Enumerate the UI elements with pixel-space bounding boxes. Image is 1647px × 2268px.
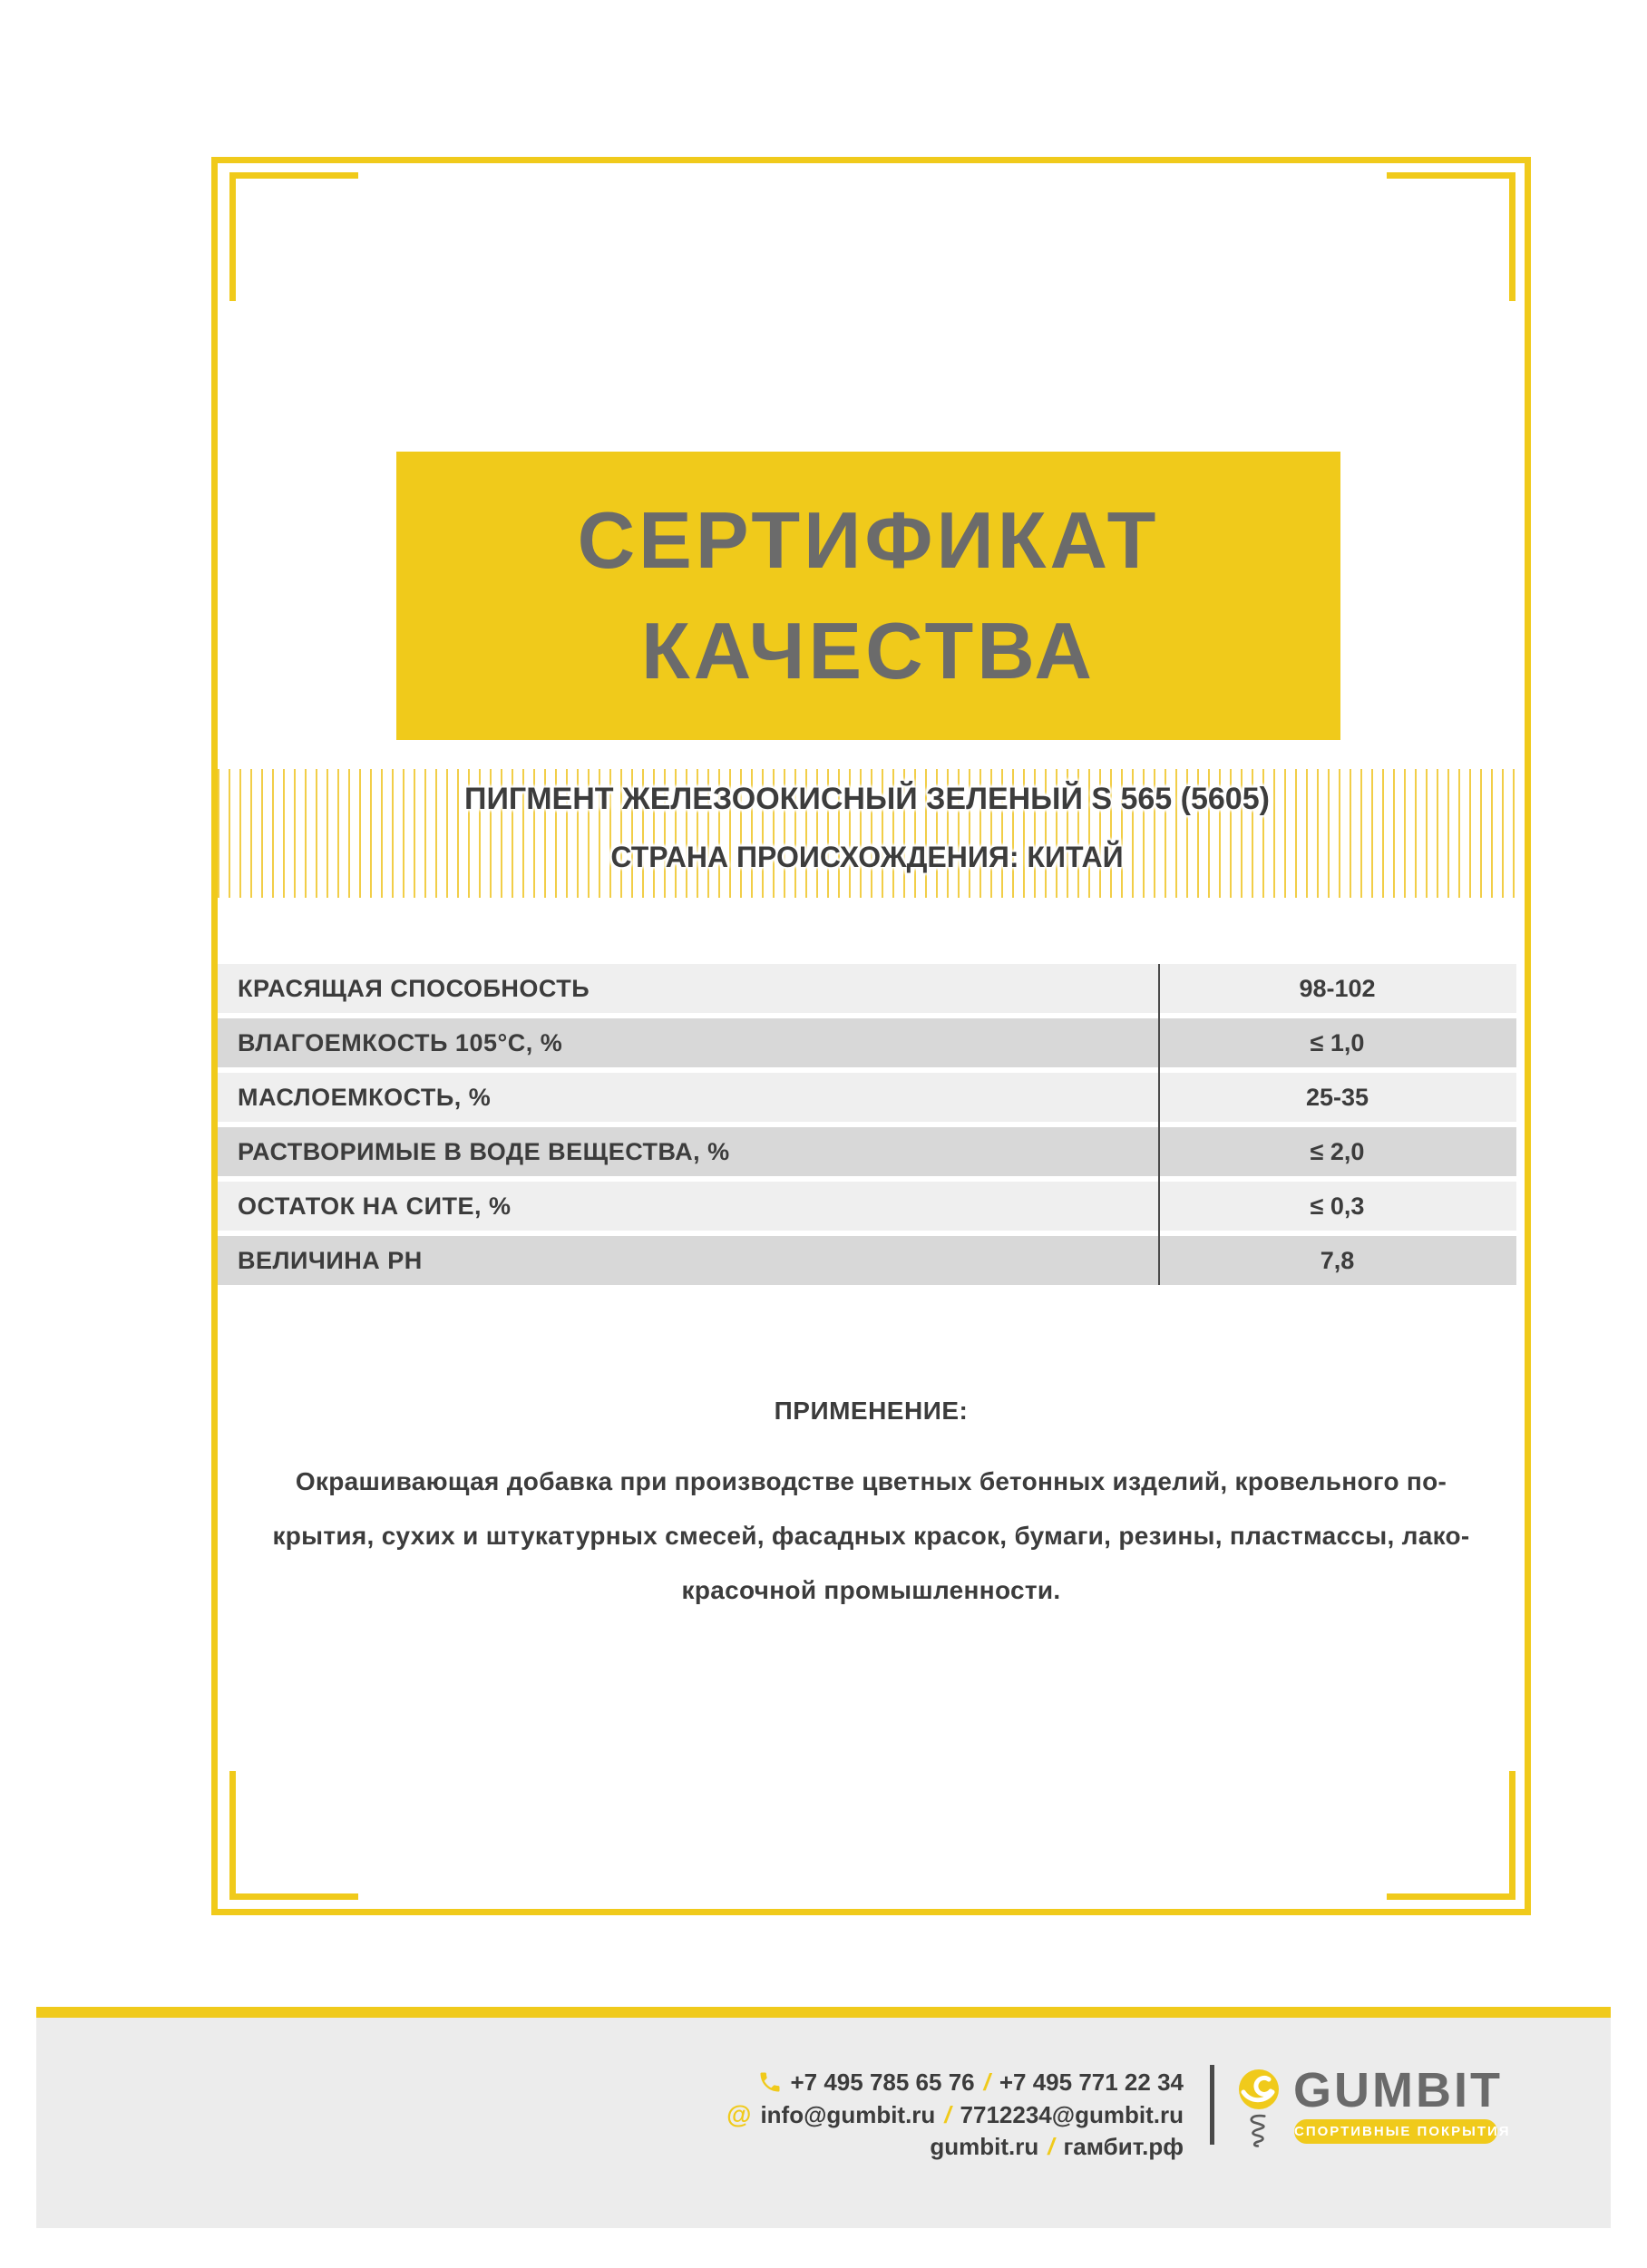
contact-sites-line <box>549 2131 1184 2163</box>
separator-slash: / <box>983 2068 990 2096</box>
website-rf[interactable]: гамбит.рф <box>1063 2133 1184 2160</box>
contact-emails-line <box>549 2098 1184 2131</box>
application-heading: ПРИМЕНЕНИЕ: <box>774 1397 969 1425</box>
gumbit-logo-text: GUMBIT <box>1293 2063 1503 2117</box>
spec-value: ≤ 0,3 <box>1310 1192 1365 1220</box>
spec-value: 98-102 <box>1299 974 1376 1002</box>
gumbit-tagline-badge: СПОРТИВНЫЕ ПОКРЫТИЯ <box>1294 2119 1497 2144</box>
application-text <box>211 1455 1531 1618</box>
spec-label: КРАСЯЩАЯ СПОСОБНОСТЬ <box>238 974 590 1002</box>
table-row <box>218 1018 1516 1067</box>
certificate-title-line1: СЕРТИФИКАТ <box>577 495 1160 585</box>
contact-phones-line <box>549 2067 1184 2098</box>
separator-slash: / <box>1048 2133 1055 2160</box>
spec-value: 7,8 <box>1320 1246 1355 1274</box>
application-line: Окрашивающая добавка при производстве цветных бетонных изделий, кровельного по- <box>295 1467 1447 1495</box>
application-line: красочной промышленности. <box>681 1576 1061 1604</box>
corner-bracket-top-right <box>1387 172 1515 301</box>
corner-bracket-top-left <box>229 172 358 301</box>
product-band <box>218 769 1516 898</box>
title-banner <box>396 452 1340 740</box>
email-1[interactable]: info@gumbit.ru <box>760 2101 936 2128</box>
corner-bracket-bottom-right <box>1387 1771 1515 1900</box>
table-row <box>218 964 1516 1013</box>
table-column-divider <box>1158 964 1160 1285</box>
footer-accent-bar <box>36 2007 1611 2018</box>
spec-label: ОСТАТОК НА СИТЕ, % <box>238 1192 512 1220</box>
spec-value: 25-35 <box>1305 1083 1369 1111</box>
table-row <box>218 1127 1516 1176</box>
spec-value: ≤ 2,0 <box>1310 1137 1365 1165</box>
footer-divider <box>1210 2065 1214 2145</box>
spec-value: ≤ 1,0 <box>1310 1028 1365 1056</box>
application-section <box>211 1397 1531 1618</box>
application-line: крытия, сухих и штукатурных смесей, фасадных красок, бумаги, резины, пластмассы, лако- <box>272 1522 1470 1550</box>
table-row <box>218 1236 1516 1285</box>
table-row <box>218 1182 1516 1231</box>
table-row <box>218 1073 1516 1122</box>
at-icon: @ <box>726 2100 752 2128</box>
phone-number-2[interactable]: +7 495 771 22 34 <box>999 2068 1184 2096</box>
website-ru[interactable]: gumbit.ru <box>930 2133 1039 2160</box>
gumbit-ball-icon <box>1237 2068 1281 2111</box>
footer-contacts <box>549 2067 1184 2163</box>
spec-label: ВЛАГОЕМКОСТЬ 105°С, % <box>238 1028 563 1056</box>
corner-bracket-bottom-left <box>229 1771 358 1900</box>
spec-table <box>218 964 1516 1290</box>
spec-label: ВЕЛИЧИНА PH <box>238 1246 423 1274</box>
phone-icon <box>757 2069 783 2095</box>
spring-icon <box>1244 2112 1270 2150</box>
email-2[interactable]: 7712234@gumbit.ru <box>960 2101 1184 2128</box>
spec-label: РАСТВОРИМЫЕ В ВОДЕ ВЕЩЕСТВА, % <box>238 1137 730 1165</box>
spec-label: МАСЛОЕМКОСТЬ, % <box>238 1083 492 1111</box>
product-origin: СТРАНА ПРОИСХОЖДЕНИЯ: КИТАЙ <box>610 841 1124 873</box>
separator-slash: / <box>944 2101 951 2128</box>
certificate-title-line2: КАЧЕСТВА <box>641 606 1096 696</box>
product-name: ПИГМЕНТ ЖЕЛЕЗООКИСНЫЙ ЗЕЛЕНЫЙ S 565 (5605) <box>464 782 1270 816</box>
phone-number-1[interactable]: +7 495 785 65 76 <box>790 2068 975 2096</box>
